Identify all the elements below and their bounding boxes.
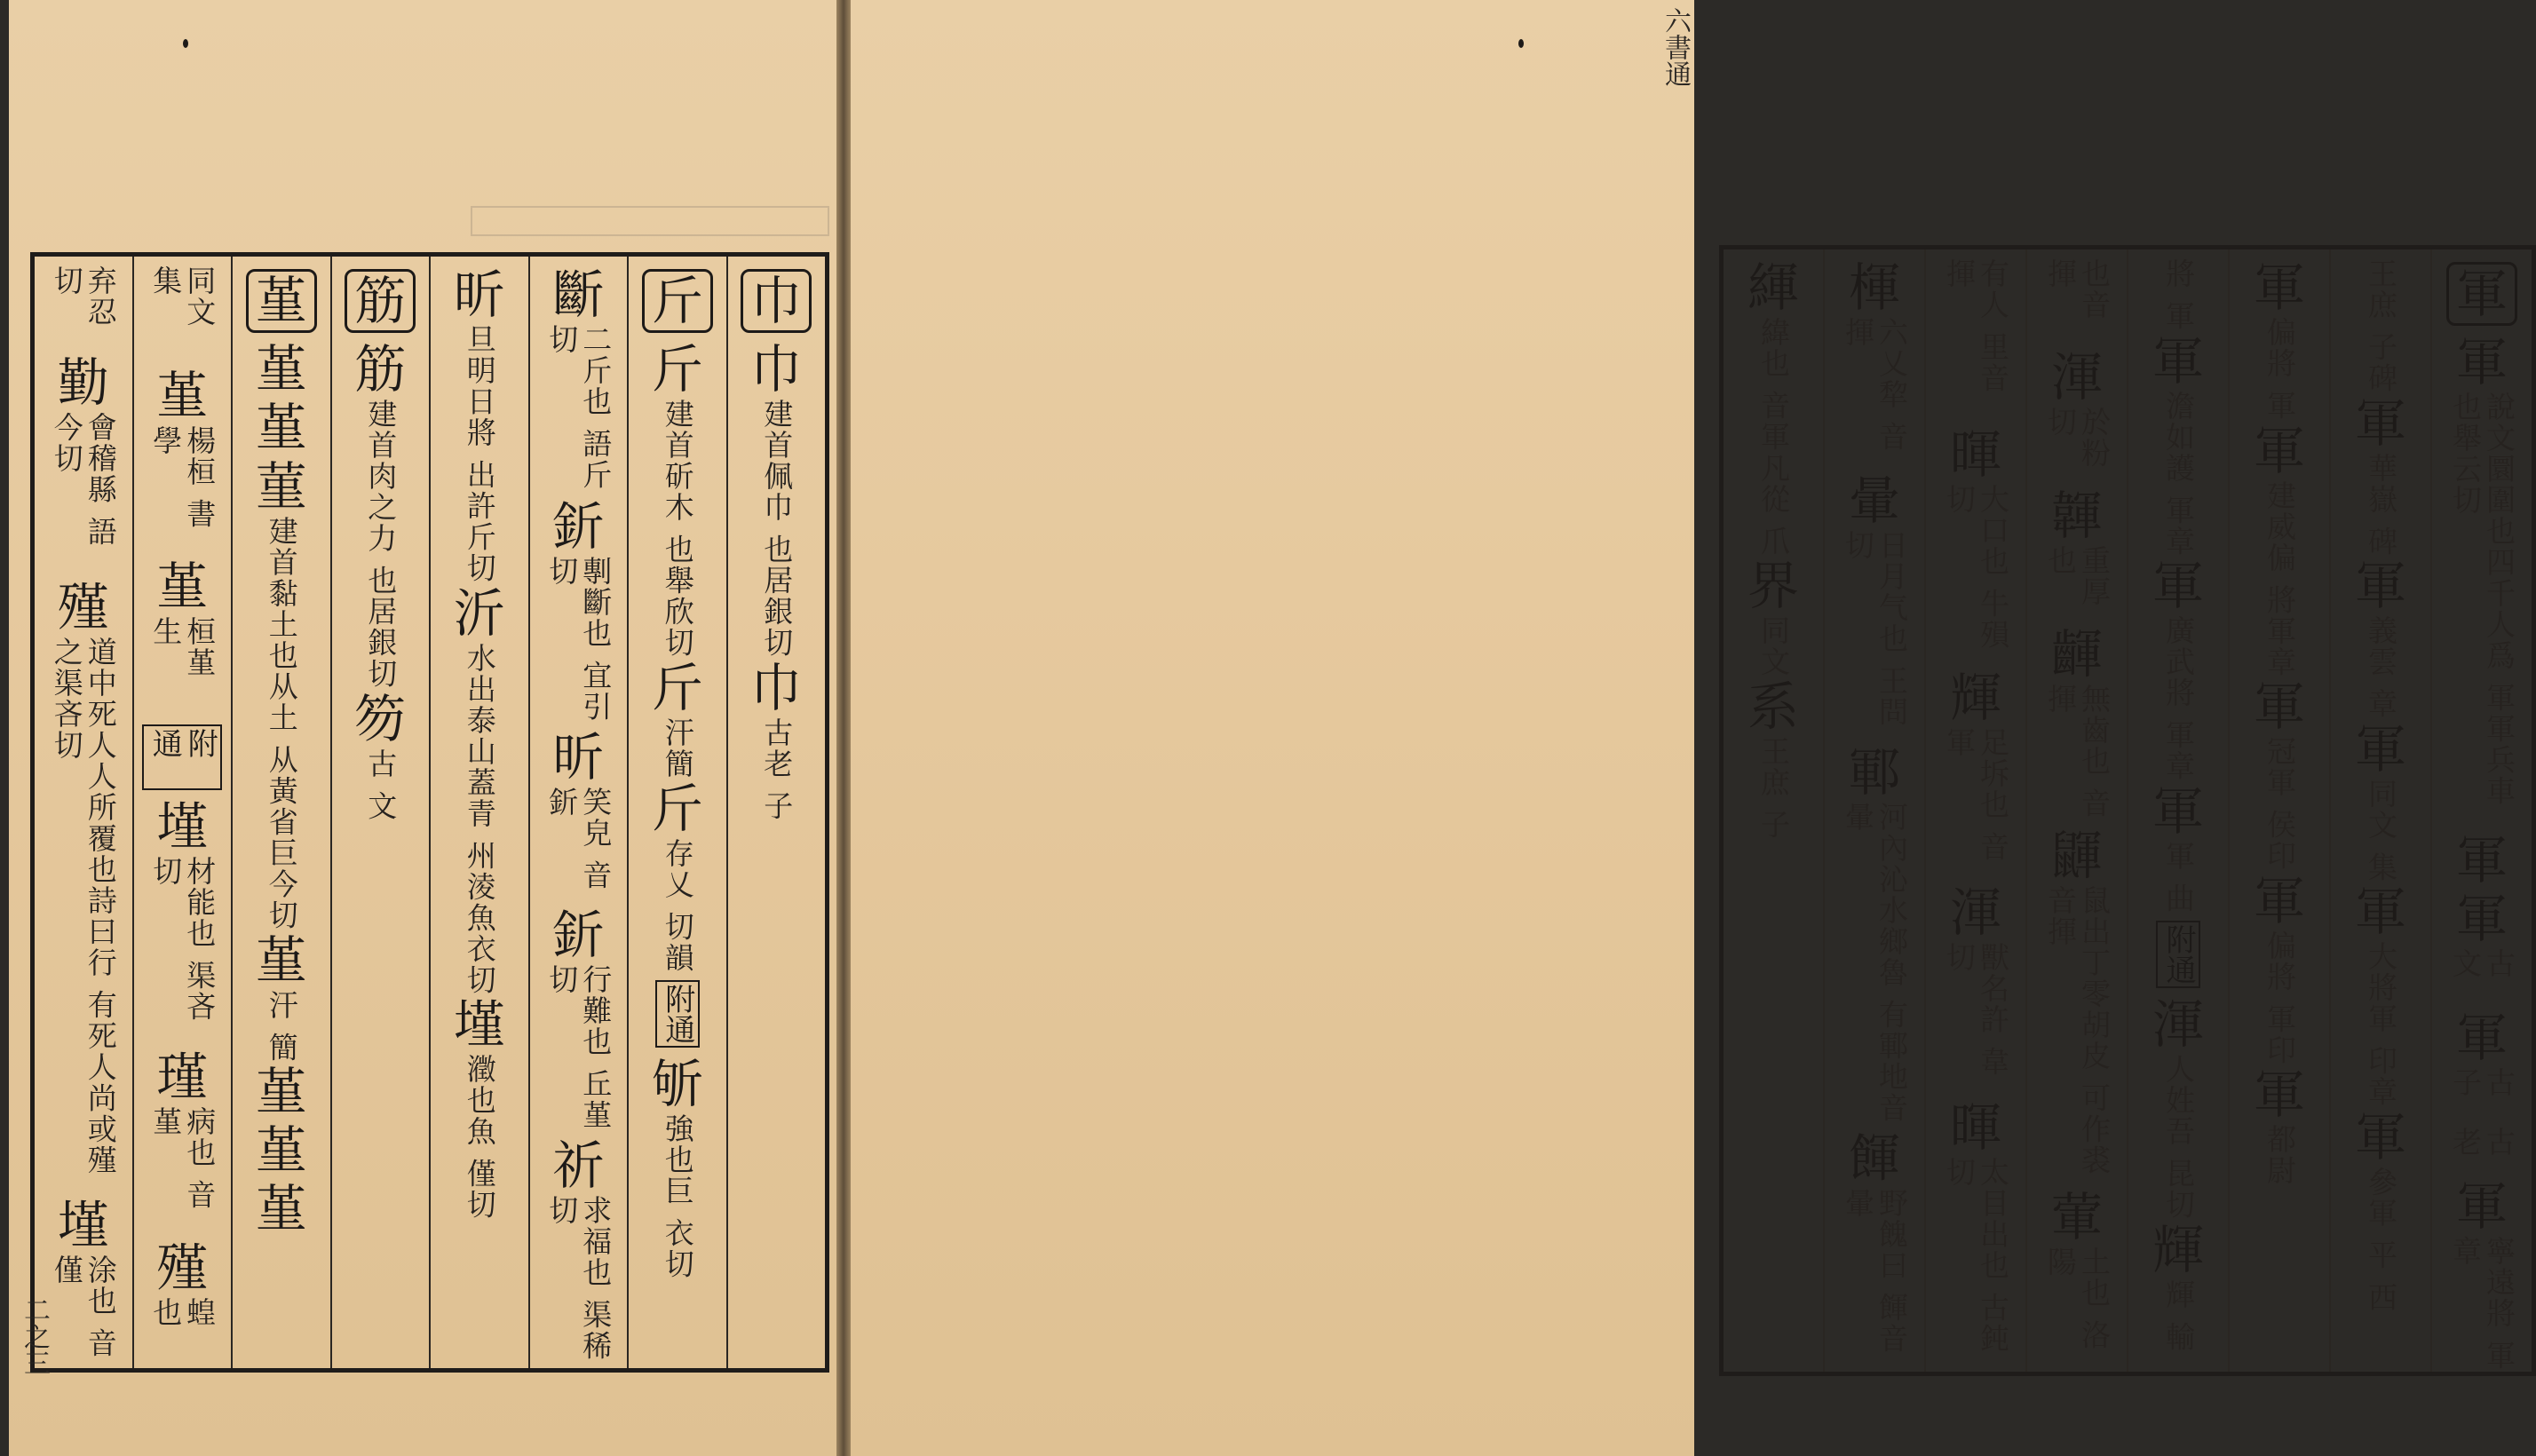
left-column (132, 257, 232, 1368)
seal-character: 昕 (453, 265, 505, 325)
seal-character: 軍 (2253, 257, 2305, 318)
annotation-text: 蝗 也 (148, 1296, 218, 1328)
left-frame (30, 252, 829, 1373)
annotation-text: 野餽曰 餫音暈 (1841, 1188, 1909, 1355)
left-column (35, 257, 132, 1368)
appendix-tag: 附通 (142, 724, 222, 790)
annotation-text: 古老 (2448, 1127, 2516, 1158)
seal-character: 軍 (2455, 1176, 2508, 1238)
annotation-text: 軍 曲 (2161, 840, 2196, 914)
seal-character: 笏 (354, 688, 407, 749)
right-column (2228, 249, 2329, 1372)
annotation-text: 建首斫木 也舉欣切 (660, 399, 695, 659)
left-page (9, 0, 836, 1456)
right-column (2127, 249, 2228, 1372)
left-column (726, 257, 826, 1368)
seal-character: 斤 (651, 657, 703, 718)
seal-character: 軍 (2455, 332, 2508, 392)
annotation-text: 將 軍 (2161, 258, 2196, 332)
right-page (851, 0, 2516, 1456)
annotation-text: 六乂犂 音揮 (1841, 317, 1909, 453)
seal-character: 墐 (453, 994, 505, 1055)
seal-character: 殣 (57, 577, 109, 638)
seal-character: 暉 (1949, 423, 2001, 485)
seal-character: 釿 (552, 495, 605, 557)
radical-heading: 堇 (246, 269, 317, 333)
seal-character: 軍 (2152, 556, 2204, 616)
gutter (836, 0, 851, 1456)
annotation-text: 足坼也 音軍 (1942, 727, 2010, 863)
left-column (330, 257, 430, 1368)
annotation-text: 鼠出丁零胡皮 可作裘音揮 (2043, 884, 2112, 1176)
seal-character: 軍 (2354, 718, 2406, 779)
annotation-text: 同文 集 (148, 265, 218, 328)
seal-character: 軍 (2253, 677, 2305, 737)
seal-character: 暉 (1949, 1097, 2001, 1159)
seal-character: 菫 (255, 456, 307, 517)
seal-character: 軍 (2152, 780, 2204, 842)
ink-spot (183, 39, 188, 48)
annotation-text: 古老 子 (759, 716, 795, 821)
right-column (1924, 249, 2025, 1372)
annotation-text: 無齒也 音揮 (2043, 683, 2112, 819)
seal-character: 堇 (255, 339, 307, 400)
right-column (1823, 249, 1924, 1372)
annotation-text: 建首肉之力 也居銀切 (363, 399, 399, 690)
annotation-text: 材能也 渠吝切 (148, 856, 218, 1023)
seal-character: 渾 (1949, 882, 2001, 944)
seal-character: 斤 (651, 339, 703, 400)
annotation-text: 古 文 (2448, 948, 2516, 980)
right-column (1724, 249, 1823, 1372)
annotation-text: 寧遠將 軍章 (2448, 1236, 2516, 1372)
annotation-text: 凡從 爪 (1756, 452, 1791, 557)
left-column (627, 257, 726, 1368)
annotation-text: 於粉切 (2043, 406, 2112, 469)
annotation-text: 廣武將 軍章 (2161, 615, 2196, 782)
seal-character: 齳 (2050, 623, 2103, 684)
seal-character: 堇 (255, 1120, 307, 1181)
annotation-text: 土也 洛 陽 (2043, 1246, 2112, 1351)
seal-character: 瑾 (156, 1047, 209, 1108)
seal-character: 殣 (156, 1237, 209, 1298)
annotation-text: 剸斷也 宜引切 (544, 555, 614, 723)
seal-character: 界 (1747, 556, 1799, 616)
seal-character: 軍 (2455, 830, 2508, 891)
seal-character: 釿 (552, 904, 605, 965)
annotation-text: 涂也 音僅 (49, 1254, 118, 1359)
right-column (2430, 249, 2532, 1372)
annotation-text: 大將軍 印章 (2364, 941, 2398, 1108)
seal-character: 斪 (651, 1054, 703, 1114)
seal-character: 沂 (453, 582, 505, 644)
appendix-tag: 附通 (2156, 921, 2200, 988)
annotation-text: 會稽縣 語今切 (49, 411, 118, 548)
seal-character: 堇 (255, 1179, 307, 1239)
annotation-text: 冠軍 侯印 (2263, 736, 2297, 872)
seal-character: 軍 (2455, 1007, 2508, 1068)
annotation-text: 汗簡 (660, 716, 695, 779)
annotation-text: 太目出也 古鈍切 (1942, 1157, 2010, 1355)
seal-character: 楎 (1848, 257, 1900, 318)
annotation-text: 義雲 章 (2364, 615, 2398, 720)
book-title-label: 六書通 (1660, 7, 1691, 87)
annotation-text: 水出泰山蓋青 州淩魚衣切 (462, 642, 497, 995)
annotation-text: 同文 (1756, 615, 1791, 677)
radical-heading: 軍 (2446, 262, 2517, 326)
seal-character: 堇 (156, 366, 209, 427)
left-column (231, 257, 330, 1368)
annotation-text: 輝 輸 (2161, 1278, 2196, 1352)
seal-character: 斤 (651, 778, 703, 839)
seal-character: 軍 (2455, 889, 2508, 950)
seal-character: 巾 (750, 657, 803, 718)
ink-spot (1518, 39, 1524, 48)
annotation-text: 笑皃 音釿 (544, 787, 614, 891)
seal-character: 鄆 (1848, 741, 1900, 803)
annotation-text: 偏將 軍 (2263, 317, 2297, 422)
radical-heading: 筋 (345, 269, 416, 333)
seal-character: 筋 (354, 339, 407, 400)
annotation-text: 建威偏 將軍章 (2263, 479, 2297, 677)
radical-heading: 巾 (741, 269, 812, 333)
annotation-text: 王庶 子 (1756, 736, 1791, 841)
seal-character: 輝 (2152, 1219, 2204, 1280)
seal-character: 巾 (750, 339, 803, 400)
right-column (2025, 249, 2127, 1372)
annotation-text: 華嶽 碑 (2364, 452, 2398, 557)
seal-character: 葷 (2050, 1186, 2103, 1247)
seal-character: 軍 (2354, 1106, 2406, 1167)
annotation-text: 二斤也 語斤切 (544, 324, 614, 491)
seal-character: 軍 (2253, 420, 2305, 481)
annotation-text: 古 子 (2448, 1066, 2516, 1098)
annotation-text: 汗 簡 (264, 989, 299, 1063)
seal-character: 堇 (255, 930, 307, 991)
annotation-text: 有人 里音 揮 (1942, 258, 2010, 394)
annotation-text: 參軍 平 西 (2364, 1166, 2398, 1313)
annotation-text: 古 文 (363, 748, 399, 821)
seal-character: 鼲 (2050, 825, 2103, 886)
seal-character: 勤 (57, 352, 109, 413)
seal-character: 餫 (1848, 1128, 1900, 1190)
annotation-text: 強也巨 衣切 (660, 1113, 695, 1280)
seal-character: 昕 (552, 727, 605, 788)
seal-character: 堇 (255, 1062, 307, 1122)
annotation-text: 獸名許 韋切 (1942, 942, 2010, 1078)
annotation-text: 建首黏土也从土 从黃省巨今切 (264, 516, 299, 931)
annotation-text: 旦明日將 出許斤切 (462, 324, 497, 584)
seal-character: 軍 (2152, 330, 2204, 392)
annotation-text: 同文 集 (2364, 778, 2398, 882)
annotation-text: 行難也 丘堇切 (544, 963, 614, 1131)
annotation-text: 存乂 切韻 (660, 837, 695, 973)
radical-heading: 斤 (642, 269, 713, 333)
appendix-tag: 附通 (655, 980, 700, 1048)
annotation-text: 也音 揮 (2043, 258, 2112, 320)
seal-character: 緷 (1747, 257, 1799, 318)
seal-character: 軍 (2253, 870, 2305, 931)
annotation-text: 建首佩巾 也居銀切 (759, 399, 795, 659)
right-columns (1724, 249, 2532, 1372)
seal-character: 堇 (156, 556, 209, 617)
bleed-through (471, 206, 829, 236)
folio-label: 二之三 (19, 1296, 50, 1376)
annotation-text: 瀓也魚 僅切 (462, 1054, 497, 1221)
left-column (429, 257, 528, 1368)
annotation-text: 病也 音堇 (148, 1106, 218, 1211)
annotation-text: 說文圜圍也四千人爲 軍軍兵車也舉云切 (2448, 392, 2516, 807)
left-columns (35, 257, 825, 1368)
annotation-text: 都尉 (2263, 1124, 2297, 1186)
annotation-text: 緯也 音軍 (1756, 317, 1791, 453)
annotation-text: 河內沁水鄉魯 有鄆地音暈 (1841, 801, 1909, 1124)
seal-character: 系 (1747, 677, 1799, 737)
seal-character: 渾 (2050, 346, 2103, 408)
seal-character: 暈 (1848, 471, 1900, 532)
seal-character: 軍 (2354, 392, 2406, 454)
annotation-text: 偏將 軍印 (2263, 930, 2297, 1065)
seal-character: 韗 (2050, 485, 2103, 546)
seal-character: 軍 (2354, 882, 2406, 942)
seal-character: 墐 (57, 1194, 109, 1255)
seal-character: 軍 (2253, 1064, 2305, 1125)
seal-character: 斷 (552, 265, 605, 325)
annotation-text: 澹如護 軍章 (2161, 390, 2196, 557)
seal-character: 堇 (255, 398, 307, 458)
right-column (2329, 249, 2430, 1372)
seal-character: 祈 (552, 1136, 605, 1197)
seal-character: 渾 (2152, 994, 2204, 1055)
annotation-text: 求福也 渠稀切 (544, 1195, 614, 1362)
annotation-text: 楊桓 書學 (148, 425, 218, 530)
seal-character: 輝 (1949, 668, 2001, 729)
annotation-text: 桓堇 生 (148, 615, 218, 678)
annotation-text: 王庶 子碑 (2364, 258, 2398, 394)
annotation-text: 道中死人人所覆也詩曰行 有死人尚或殣之渠吝切 (49, 637, 118, 1176)
annotation-text: 大口也 牛殞切 (1942, 483, 2010, 651)
left-column (528, 257, 628, 1368)
right-frame (1719, 245, 2536, 1376)
annotation-text: 弃忍 切 (49, 265, 118, 328)
seal-character: 軍 (2354, 556, 2406, 616)
annotation-text: 重厚也 (2043, 544, 2112, 607)
seal-character: 墐 (156, 796, 209, 858)
annotation-text: 人姓吾 昆切 (2161, 1054, 2196, 1221)
annotation-text: 日月气也 王問切 (1841, 530, 1909, 728)
